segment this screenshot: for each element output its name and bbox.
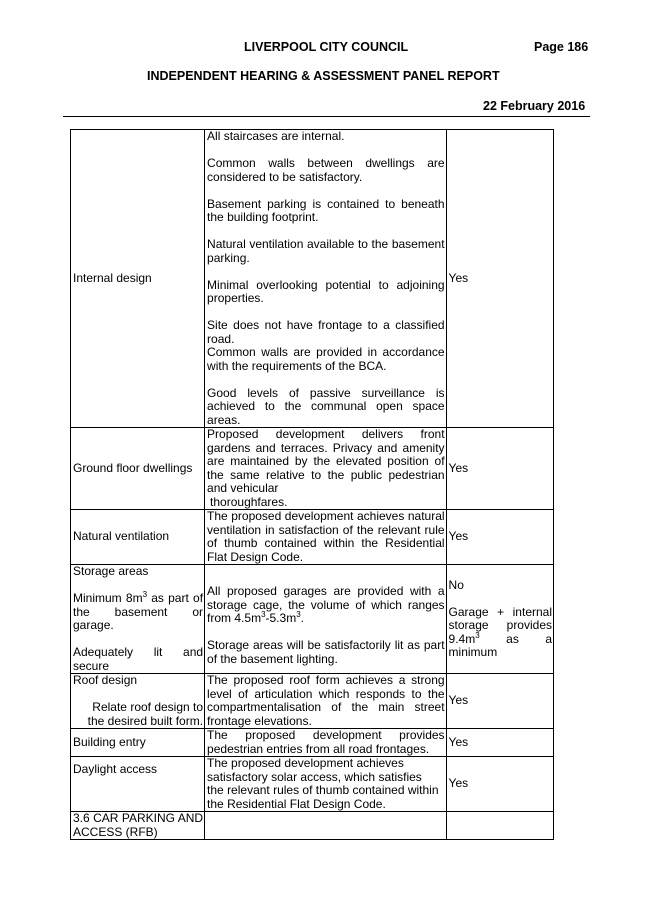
- comment-cell: [205, 428, 447, 510]
- comment-paragraph: Site does not have frontage to a classified road.: [207, 318, 445, 346]
- comment-paragraph: Good levels of passive surveillance is achieved to the communal open space areas.: [207, 385, 445, 427]
- compliance-cell: Yes: [446, 130, 553, 428]
- table-row: [71, 757, 554, 812]
- criterion-cell: Building entry: [71, 729, 205, 757]
- compliance-cell: [446, 565, 553, 674]
- assessment-table: [70, 129, 554, 840]
- table-row: [71, 729, 554, 757]
- report-title: INDEPENDENT HEARING & ASSESSMENT PANEL REPORT: [147, 69, 500, 83]
- comment-paragraph: All proposed garages are provided with a storage cage, the volume of which ranges from $4.5m^3-5.3m^3$.: [207, 584, 445, 626]
- table-row: [71, 510, 554, 565]
- page-number: Page 186: [534, 40, 589, 54]
- comment-cell: The proposed development provides pedestrian entries from all road frontages.: [205, 729, 447, 757]
- header-divider: [63, 116, 590, 117]
- comment-paragraph: All staircases are internal.: [207, 129, 345, 143]
- comment-paragraph: Storage areas will be satisfactorily lit as part of the basement lighting.: [207, 638, 445, 666]
- criterion-cell: Ground floor dwellings: [71, 428, 205, 510]
- comment-cell: The proposed development achieves natural ventilation in satisfaction of the relevant rule of thumb contained within the Residential Flat Design Code.: [205, 510, 447, 565]
- compliance-cell: Yes: [446, 674, 553, 729]
- section-heading-cell: 3.6 CAR PARKING AND ACCESS (RFB): [71, 812, 205, 840]
- compliance-cell: Yes: [446, 428, 553, 510]
- criterion-requirement: Minimum $8m^3$ as part of the basement or garage.: [73, 590, 204, 632]
- council-name: LIVERPOOL CITY COUNCIL: [244, 40, 409, 54]
- comment-cell: [205, 757, 447, 812]
- criterion-heading: Roof design: [73, 673, 138, 687]
- comment-paragraph: Minimal overlooking potential to adjoining properties.: [207, 277, 445, 305]
- criterion-cell: Natural ventilation: [71, 510, 205, 565]
- table-row: [71, 812, 554, 840]
- comment-line: The proposed development achieves: [207, 756, 404, 770]
- comment-paragraph: Natural ventilation available to the basement parking.: [207, 237, 445, 265]
- criterion-cell: [71, 674, 205, 729]
- table-row: [71, 130, 554, 428]
- criterion-cell: Internal design: [71, 130, 205, 428]
- compliance-value: No: [448, 577, 464, 592]
- criterion-cell: Daylight access: [71, 757, 205, 812]
- comment-paragraph: thoroughfares.: [210, 494, 288, 509]
- criterion-requirement: Relate roof design to the desired built form.: [87, 700, 204, 728]
- compliance-cell: Yes: [446, 757, 553, 812]
- criterion-cell: [71, 565, 205, 674]
- table-row: [71, 428, 554, 510]
- comment-cell: [205, 812, 447, 840]
- comment-paragraph: Proposed development delivers front gardens and terraces. Privacy and amenity are maintained by the elevated position of the same relative to the public pedestrian and vehicular: [207, 427, 445, 495]
- comment-cell: The proposed roof form achieves a strong level of articulation which responds to the compartmentalisation of the main street frontage elevations.: [205, 674, 447, 729]
- comment-line: the Residential Flat Design Code.: [207, 796, 386, 811]
- compliance-cell: Yes: [446, 729, 553, 757]
- criterion-requirement: Adequately lit and secure: [73, 645, 204, 673]
- comment-line: the relevant rules of thumb contained within: [207, 783, 439, 797]
- comment-cell: [205, 565, 447, 674]
- table-row: [71, 565, 554, 674]
- comment-line: satisfactory solar access, which satisfies: [207, 769, 422, 784]
- comment-cell: [205, 130, 447, 428]
- compliance-note: Garage + internal storage provides $9.4m^3$ as a minimum: [448, 604, 552, 659]
- table-row: [71, 674, 554, 729]
- comment-paragraph: Common walls between dwellings are considered to be satisfactory.: [207, 156, 445, 184]
- compliance-cell: Yes: [446, 510, 553, 565]
- comment-paragraph: Common walls are provided in accordance with the requirements of the BCA.: [207, 345, 445, 373]
- comment-paragraph: Basement parking is contained to beneath the building footprint.: [207, 196, 445, 224]
- criterion-heading: Storage areas: [73, 564, 149, 578]
- report-date: 22 February 2016: [483, 99, 586, 113]
- compliance-cell: [446, 812, 553, 840]
